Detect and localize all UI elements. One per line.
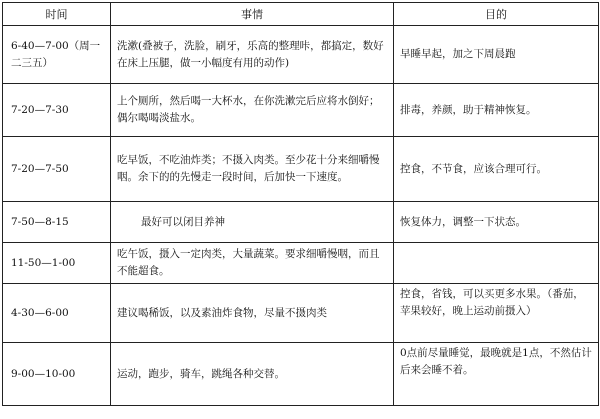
purpose-cell: 0点前尽量睡觉，最晚就是1点，不然估计后来会睡不着。	[394, 343, 599, 406]
table-row	[3, 26, 599, 84]
time-cell: 4-30—6-00	[3, 284, 111, 343]
table-row	[3, 343, 599, 406]
schedule-table	[2, 2, 599, 406]
header-time: 时间	[3, 3, 111, 26]
table-row	[3, 137, 599, 202]
table-row	[3, 202, 599, 243]
time-cell: 7-50—8-15	[3, 202, 111, 243]
task-cell: 吃早饭，不吃油炸类；不摄入肉类。至少花十分来细嚼慢咽。余下的的先慢走一段时间，后加快一下速度。	[111, 137, 394, 202]
task-cell: 运动，跑步，骑车，跳绳各种交替。	[111, 343, 394, 406]
purpose-cell: 早睡早起，加之下周晨跑	[394, 26, 599, 84]
purpose-cell: 控食，省钱，可以买更多水果。（番茄，苹果较好，晚上运动前摄入）	[394, 284, 599, 343]
time-cell: 9-00—10-00	[3, 343, 111, 406]
purpose-cell: 恢复体力，调整一下状态。	[394, 202, 599, 243]
time-cell: 11-50—1-00	[3, 243, 111, 284]
task-cell: 最好可以闭目养神	[111, 202, 394, 243]
table-row	[3, 84, 599, 137]
time-cell: 7-20—7-50	[3, 137, 111, 202]
time-cell: 7-20—7-30	[3, 84, 111, 137]
task-cell: 建议喝稀饭，以及素油炸食物，尽量不摄肉类	[111, 284, 394, 343]
time-cell: 6-40—7-00（周一二三五）	[3, 26, 111, 84]
purpose-cell: 排毒，养颜，助于精神恢复。	[394, 84, 599, 137]
purpose-cell	[394, 243, 599, 284]
table-row	[3, 284, 599, 343]
task-cell: 上个厕所，然后喝一大杯水，在你洗漱完后应将水倒好；偶尔喝喝淡盐水。	[111, 84, 394, 137]
header-row	[3, 3, 599, 26]
task-cell: 洗漱(叠被子，洗脸，刷牙，乐高的整理咔，都搞定，数好在床上压腿，做一小幅度有用的动作)	[111, 26, 394, 84]
header-purpose: 目的	[394, 3, 599, 26]
purpose-cell: 控食，不节食，应该合理可行。	[394, 137, 599, 202]
table-row	[3, 243, 599, 284]
header-task: 事情	[111, 3, 394, 26]
task-cell: 吃午饭，摄入一定肉类，大量蔬菜。要求细嚼慢咽，而且不能超食。	[111, 243, 394, 284]
